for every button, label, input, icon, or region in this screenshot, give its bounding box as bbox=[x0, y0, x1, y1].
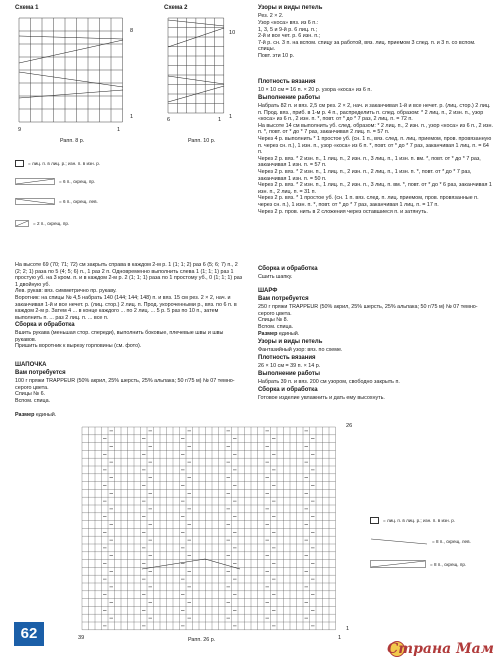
legend-cable-6-right bbox=[15, 178, 95, 185]
scarf-materials: 250 г пряжи TRAPPEUR (50% акрил, 25% шерсть, 25% альпака; 50 г/75 м) № 07 темно-серого цвета. Спицы № 8. Вспом. спица. bbox=[258, 304, 478, 330]
hat-size-title: Размер bbox=[15, 412, 35, 418]
scarf-chart bbox=[80, 425, 342, 632]
cable-small-icon bbox=[15, 220, 29, 227]
knit-symbol-icon bbox=[370, 517, 379, 524]
scarf-density-title: Плотность вязания bbox=[258, 355, 316, 361]
scarf-chart-row-bottom: 1 bbox=[346, 626, 350, 632]
page-number: 62 bbox=[14, 622, 44, 646]
schema1-col-right: 1 bbox=[117, 127, 121, 133]
schema2-rapport: Рапп. 10 р. bbox=[188, 138, 216, 144]
scarf-patterns-title: Узоры и виды петель bbox=[258, 339, 323, 345]
hat-assembly-title: Сборка и обработка bbox=[258, 266, 318, 272]
hat-work: Набрать 82 п. и вяз. 2,5 см рез. 2 × 2, нач. и заканчивая 1-й и все нечет. р. (лиц. стор.) 2 лиц. п. Прод. вяз., приб. в 1-м р. 4 п., распределить п. след. образом: * 2 лиц. п., 2 изн. п., узор «коса» из 6 п., 2 изн. п. *, повт. от * до * 7 раз, 2 лиц. п. = 72 п. На высоте 14 см выполнить уб. след. образом: * 2 лиц. п., 2 изн. п., узор «коса» из 6 п., 2 изн. п. *, повт. от * до * 7 раз, заканчивая 2 лиц. п. = 57 п. Через 4 р. выполнить * 1 простое уб. (сн. 1 п., вяз. след. п. лиц. приемом, пров. провязанную п. через сн. п.), 1 изн. п., узор «коса» из 6 п. *, повт. от * до * 7 раз, заканчивая 1 лиц. п. = 64 п. Через 2 р. вяз. * 2 изн. п., 1 лиц. п., 2 изн. п., 3 лиц. п., 1 изн. п. вм. *, повт. от * до * 7 раз, заканчивая 1 изн. п. = 57 п. Через 2 р. вяз. * 2 изн. п., 1 лиц. п., 2 изн. п., 2 лиц. п., 1 изн. п. *, повт. от * до * 7 раз, заканчивая 1 изн. п. = 50 п. Через 2 р. вяз. * 2 изн. п., 1 лиц. п., 2 изн. п., 3 лиц. п. вм. *, повт. от * до * 6 раз, заканчивая 1 изн. п., 2 лиц. п. = 31 п. Через 2 р. вяз. * 1 простое уб. (сн. 1 п. вяз. след. п. лиц. приемом, пров. провязанные п. через сн. п.), 1 изн. п. *, повт. от * до * 7 раз, заканчивая 1 лиц. п. = 17 п. Через 2 р. пров. нить в 2 сложения через оставшиеся п. и затянуть. bbox=[258, 103, 493, 215]
legend-cable-2-right-label: = 2 п., скрещ. пр. bbox=[33, 221, 70, 226]
schema1-rapport: Рапп. 8 р. bbox=[60, 138, 85, 144]
scarf-chart-rapport: Рапп. 26 р. bbox=[188, 637, 216, 643]
watermark: Страна Мам bbox=[387, 641, 494, 657]
schema1-col-left: 9 bbox=[18, 127, 22, 133]
legend-cable-6-left bbox=[15, 198, 98, 205]
hat-patterns-title: Узоры и виды петель bbox=[258, 5, 323, 11]
scarf-size-title: Размер bbox=[258, 331, 278, 337]
schema2-row-top: 10 bbox=[229, 30, 236, 36]
hat-kosa: Узор «коса» вяз. из 6 п.: 1, 3, 5 и 9-й р. 6 лиц. п.; 2-й и все чет. р. 6 изн. п.; 7-й р. сн. 3 п. на вспом. спицу за работой, вяз. лиц. приемом 3 след. п. и 3 п. со вспом. спицы. Повт. эти 10 р. bbox=[258, 20, 476, 59]
knit-symbol-icon bbox=[15, 160, 24, 167]
hat-size bbox=[15, 412, 56, 418]
legend-knit-purl bbox=[15, 160, 100, 167]
scarf-materials-title: Вам потребуется bbox=[258, 296, 309, 302]
schema1-row-bottom: 1 bbox=[130, 114, 134, 120]
scarf-chart-col-right: 1 bbox=[338, 635, 342, 641]
schema2-chart bbox=[164, 14, 226, 124]
legend2-knit-purl bbox=[370, 517, 455, 524]
cable-right-icon bbox=[370, 560, 426, 568]
hat-materials: 100 г пряжи TRAPPEUR (50% акрил, 25% шерсть, 25% альпака; 50 г/75 м) № 07 темно-серого цвета. Спицы № 6. Вспом. спица. bbox=[15, 378, 235, 404]
hat-density: 10 × 10 см = 16 п. × 20 р. узора «коса» из 6 п. bbox=[258, 87, 372, 93]
scarf-title: ШАРФ bbox=[258, 288, 278, 294]
cable-left-icon bbox=[370, 538, 428, 545]
legend2-cable-left-label: = 8 п., скрещ. лев. bbox=[432, 539, 471, 544]
legend-knit-purl-label: = лиц. п. в лиц. р.; изн. п. в изн. р. bbox=[28, 161, 101, 166]
hat-title: ШАПОЧКА bbox=[15, 362, 47, 368]
legend-cable-6-left-label: = 6 п., скрещ. лев. bbox=[59, 199, 98, 204]
hat-assembly: Сшить шапку. bbox=[258, 274, 293, 280]
schema2-title: Схема 2 bbox=[164, 5, 188, 11]
scarf-work: Набрать 39 п. и вяз. 200 см узором, свободно закрыть п. bbox=[258, 379, 400, 385]
schema1-title: Схема 1 bbox=[15, 5, 39, 11]
cable-right-icon bbox=[15, 178, 55, 185]
hat-work-title: Выполнение работы bbox=[258, 95, 320, 101]
scarf-work-title: Выполнение работы bbox=[258, 371, 320, 377]
legend-cable-6-right-label: = 6 п., скрещ. пр. bbox=[59, 179, 96, 184]
hat-materials-title: Вам потребуется bbox=[15, 370, 66, 376]
legend-cable-2-right bbox=[15, 220, 69, 227]
scarf-chart-row-top: 26 bbox=[346, 423, 353, 429]
scarf-size-value: единый. bbox=[278, 331, 300, 337]
legend2-cable-left bbox=[370, 538, 471, 545]
hat-rib: Рез. 2 × 2. bbox=[258, 13, 284, 19]
scarf-assembly-title: Сборка и обработка bbox=[258, 387, 318, 393]
left-assembly-text: Вшить рукава (меньшая стор. спереди), выполнить боковые, плечевые швы и швы рукавов. Пришить воротник к вырезу горловины (см. фото). bbox=[15, 330, 224, 350]
scarf-chart-col-left: 39 bbox=[78, 635, 85, 641]
scarf-density: 26 × 10 см = 39 п. × 14 р. bbox=[258, 363, 321, 369]
legend2-knit-purl-label: = лиц. п. в лиц. р.; изн. п. в изн. р. bbox=[383, 518, 456, 523]
scarf-assembly: Готовое изделие увлажнить и дать ему высохнуть. bbox=[258, 395, 385, 401]
schema2-row-bottom: 1 bbox=[229, 114, 233, 120]
scarf-size bbox=[258, 331, 299, 337]
schema1-chart bbox=[15, 14, 125, 124]
schema1-row-top: 8 bbox=[130, 28, 134, 34]
schema2-col-left: 6 bbox=[167, 117, 171, 123]
scarf-patterns: Фантазийный узор: вяз. по схеме. bbox=[258, 347, 343, 353]
hat-density-title: Плотность вязания bbox=[258, 79, 316, 85]
schema2-col-right: 1 bbox=[218, 117, 222, 123]
left-text-sleeve: На высоте 69 (70; 71; 72) см закрыть справа в каждом 2-м р. 1 (1; 1; 2) раз 6 (5; 6; 7) п., 2 (2; 2; 1) раза по 5 (4; 5; 6) п., 1 раз 2 п. Одновременно выполнить слева 1 (1; 1; 1) раз 1 простую уб. на 3 кром. п. и в каждом 2-м р. 2 (1; 1; 1) раза по 1 простому уб., 0 (1; 1; 1) раз 1 двойную уб. Лев. рукав: вяз. симметрично пр. рукаву. Воротник: на спицы № 4,5 набрать 140 (144; 144; 148) п. и вяз. 15 см рез. 2 × 2, нач. и заканчивая 1-й и все нечет. р. (лиц. стор.) 2 лиц. п. Прод. укороченными р., вяз. по 6 п. в каждом 2-м р. Затем 4 ... в конце каждого ... по 2 лиц. ... 5 р. 5 раз по 10 п., затем выполнить п. ... раз 2 лиц. п. ... все п. bbox=[15, 262, 243, 321]
legend2-cable-right-label: = 8 п., скрещ. пр. bbox=[430, 561, 467, 567]
left-assembly-title: Сборка и обработка bbox=[15, 322, 75, 328]
cable-left-icon bbox=[15, 198, 55, 205]
legend2-cable-right bbox=[370, 560, 466, 568]
hat-size-value: единый. bbox=[35, 412, 57, 418]
